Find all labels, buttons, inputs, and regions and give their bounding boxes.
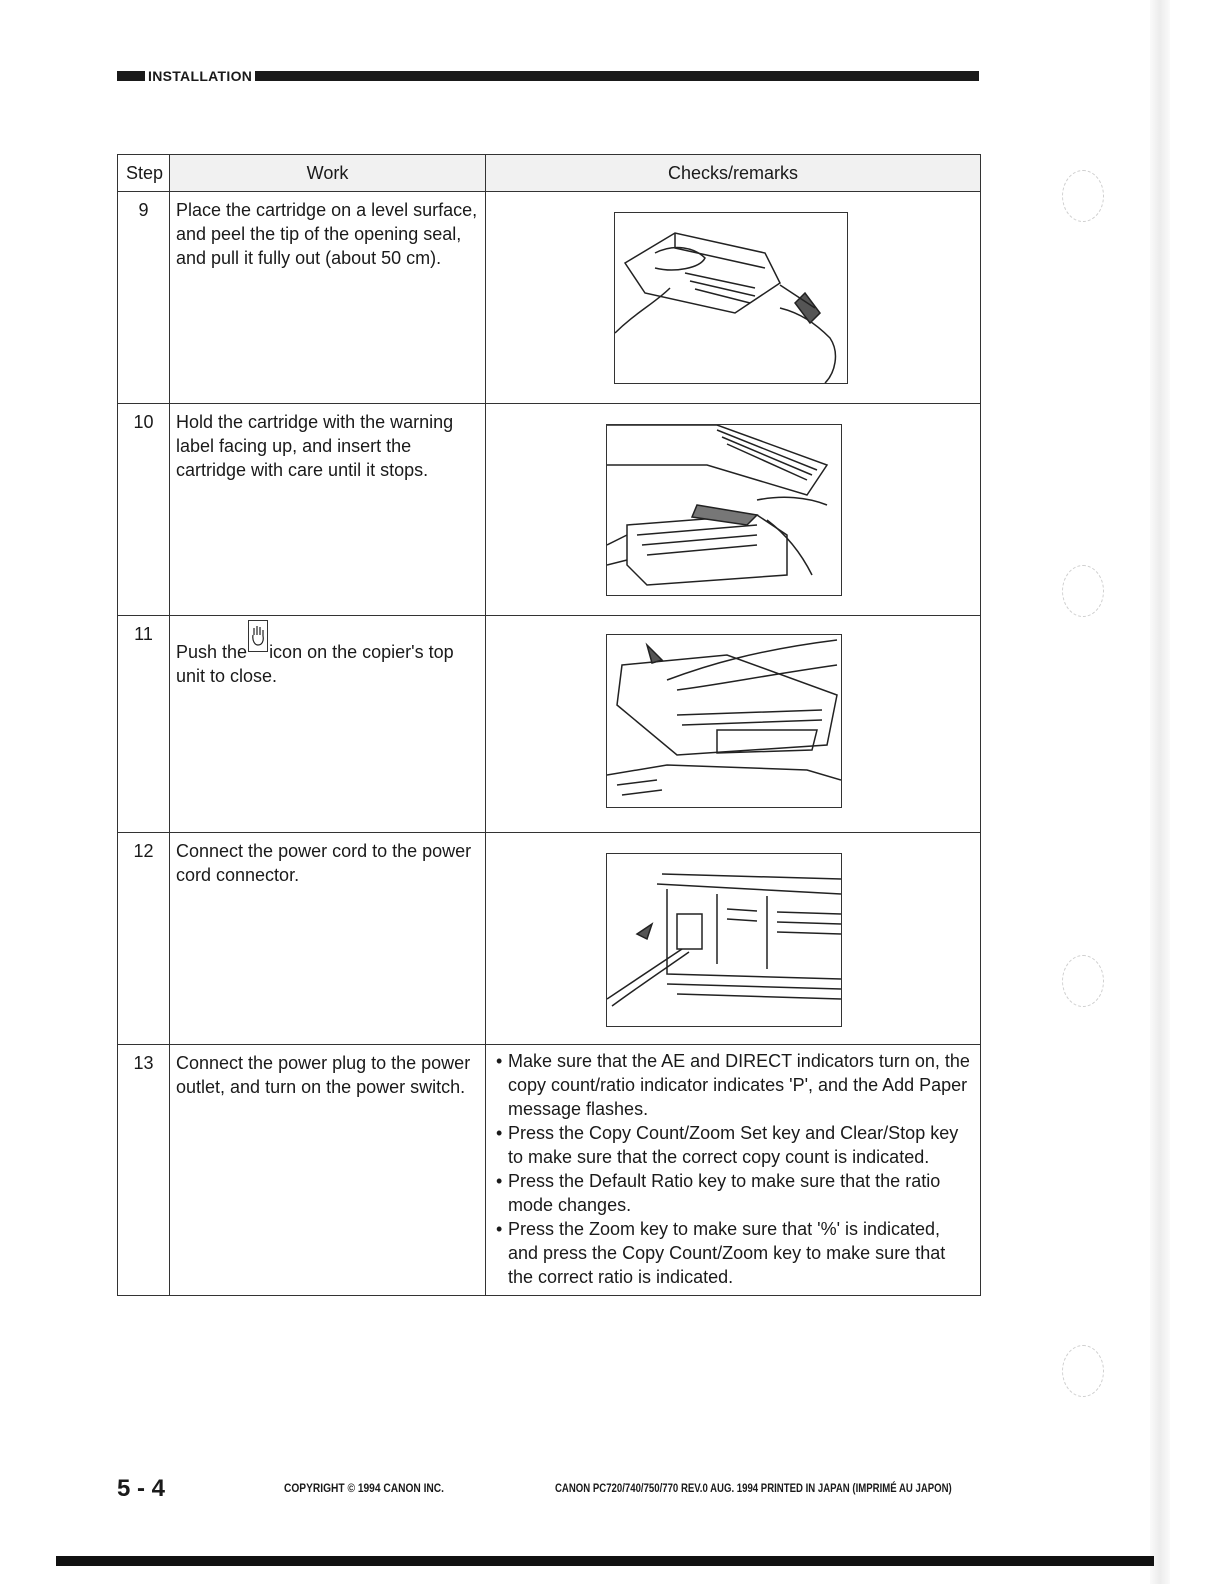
punch-hole <box>1062 955 1104 1007</box>
work-text: Place the cartridge on a level surface, and peel the tip of the opening seal, and pull it fully out (about 50 cm). <box>170 192 486 404</box>
table-row <box>118 833 981 1045</box>
section-title: INSTALLATION <box>148 68 253 84</box>
remark-item: • Press the Default Ratio key to make sure that the ratio mode changes. <box>492 1169 972 1217</box>
work-text <box>170 616 486 833</box>
work-text: Connect the power cord to the power cord connector. <box>170 833 486 1045</box>
column-header-work: Work <box>170 155 486 192</box>
work-text: Hold the cartridge with the warning label facing up, and insert the cartridge with care until it stops. <box>170 404 486 616</box>
hand-push-icon <box>248 620 268 652</box>
scan-margin-strip <box>1150 0 1170 1584</box>
installation-steps-table <box>117 154 981 1296</box>
header-rule <box>255 71 979 81</box>
checks-cell <box>486 1045 981 1296</box>
checks-cell <box>486 192 981 404</box>
checks-cell <box>486 833 981 1045</box>
checks-cell <box>486 404 981 616</box>
remark-item: • Make sure that the AE and DIRECT indicators turn on, the copy count/ratio indicator indicates 'P', and the Add Paper message flashes. <box>492 1049 972 1121</box>
power-cord-illustration <box>606 853 842 1027</box>
table-row <box>118 1045 981 1296</box>
step-number: 12 <box>118 833 170 1045</box>
copyright-notice: COPYRIGHT © 1994 CANON INC. <box>284 1481 444 1495</box>
table-row <box>118 404 981 616</box>
remark-item: • Press the Copy Count/Zoom Set key and Clear/Stop key to make sure that the correct copy count is indicated. <box>492 1121 972 1169</box>
column-header-step: Step <box>118 155 170 192</box>
cartridge-seal-illustration <box>614 212 848 384</box>
step-number: 11 <box>118 616 170 833</box>
work-text-before-icon: Push the <box>176 642 248 662</box>
checks-cell <box>486 616 981 833</box>
table-row <box>118 616 981 833</box>
work-text: Connect the power plug to the power outlet, and turn on the power switch. <box>170 1045 486 1296</box>
punch-hole <box>1062 1345 1104 1397</box>
remark-item: • Press the Zoom key to make sure that '%' is indicated, and press the Copy Count/Zoom key to make sure that the correct ratio is indicated. <box>492 1217 972 1289</box>
table-row <box>118 192 981 404</box>
cartridge-insert-illustration <box>606 424 842 596</box>
punch-hole <box>1062 565 1104 617</box>
close-top-unit-illustration <box>606 634 842 808</box>
remarks-list <box>492 1049 972 1289</box>
step-number: 9 <box>118 192 170 404</box>
punch-hole <box>1062 170 1104 222</box>
step-number: 13 <box>118 1045 170 1296</box>
section-header <box>117 69 979 83</box>
column-header-checks: Checks/remarks <box>486 155 981 192</box>
step-number: 10 <box>118 404 170 616</box>
page-number: 5 - 4 <box>117 1475 166 1502</box>
bottom-rule <box>56 1556 1154 1566</box>
model-info: CANON PC720/740/750/770 REV.0 AUG. 1994 PRINTED IN JAPAN (IMPRIMÉ AU JAPON) <box>555 1481 952 1495</box>
work-text-after-icon: icon on the copier's top unit to close. <box>176 642 454 686</box>
header-block <box>117 71 145 81</box>
